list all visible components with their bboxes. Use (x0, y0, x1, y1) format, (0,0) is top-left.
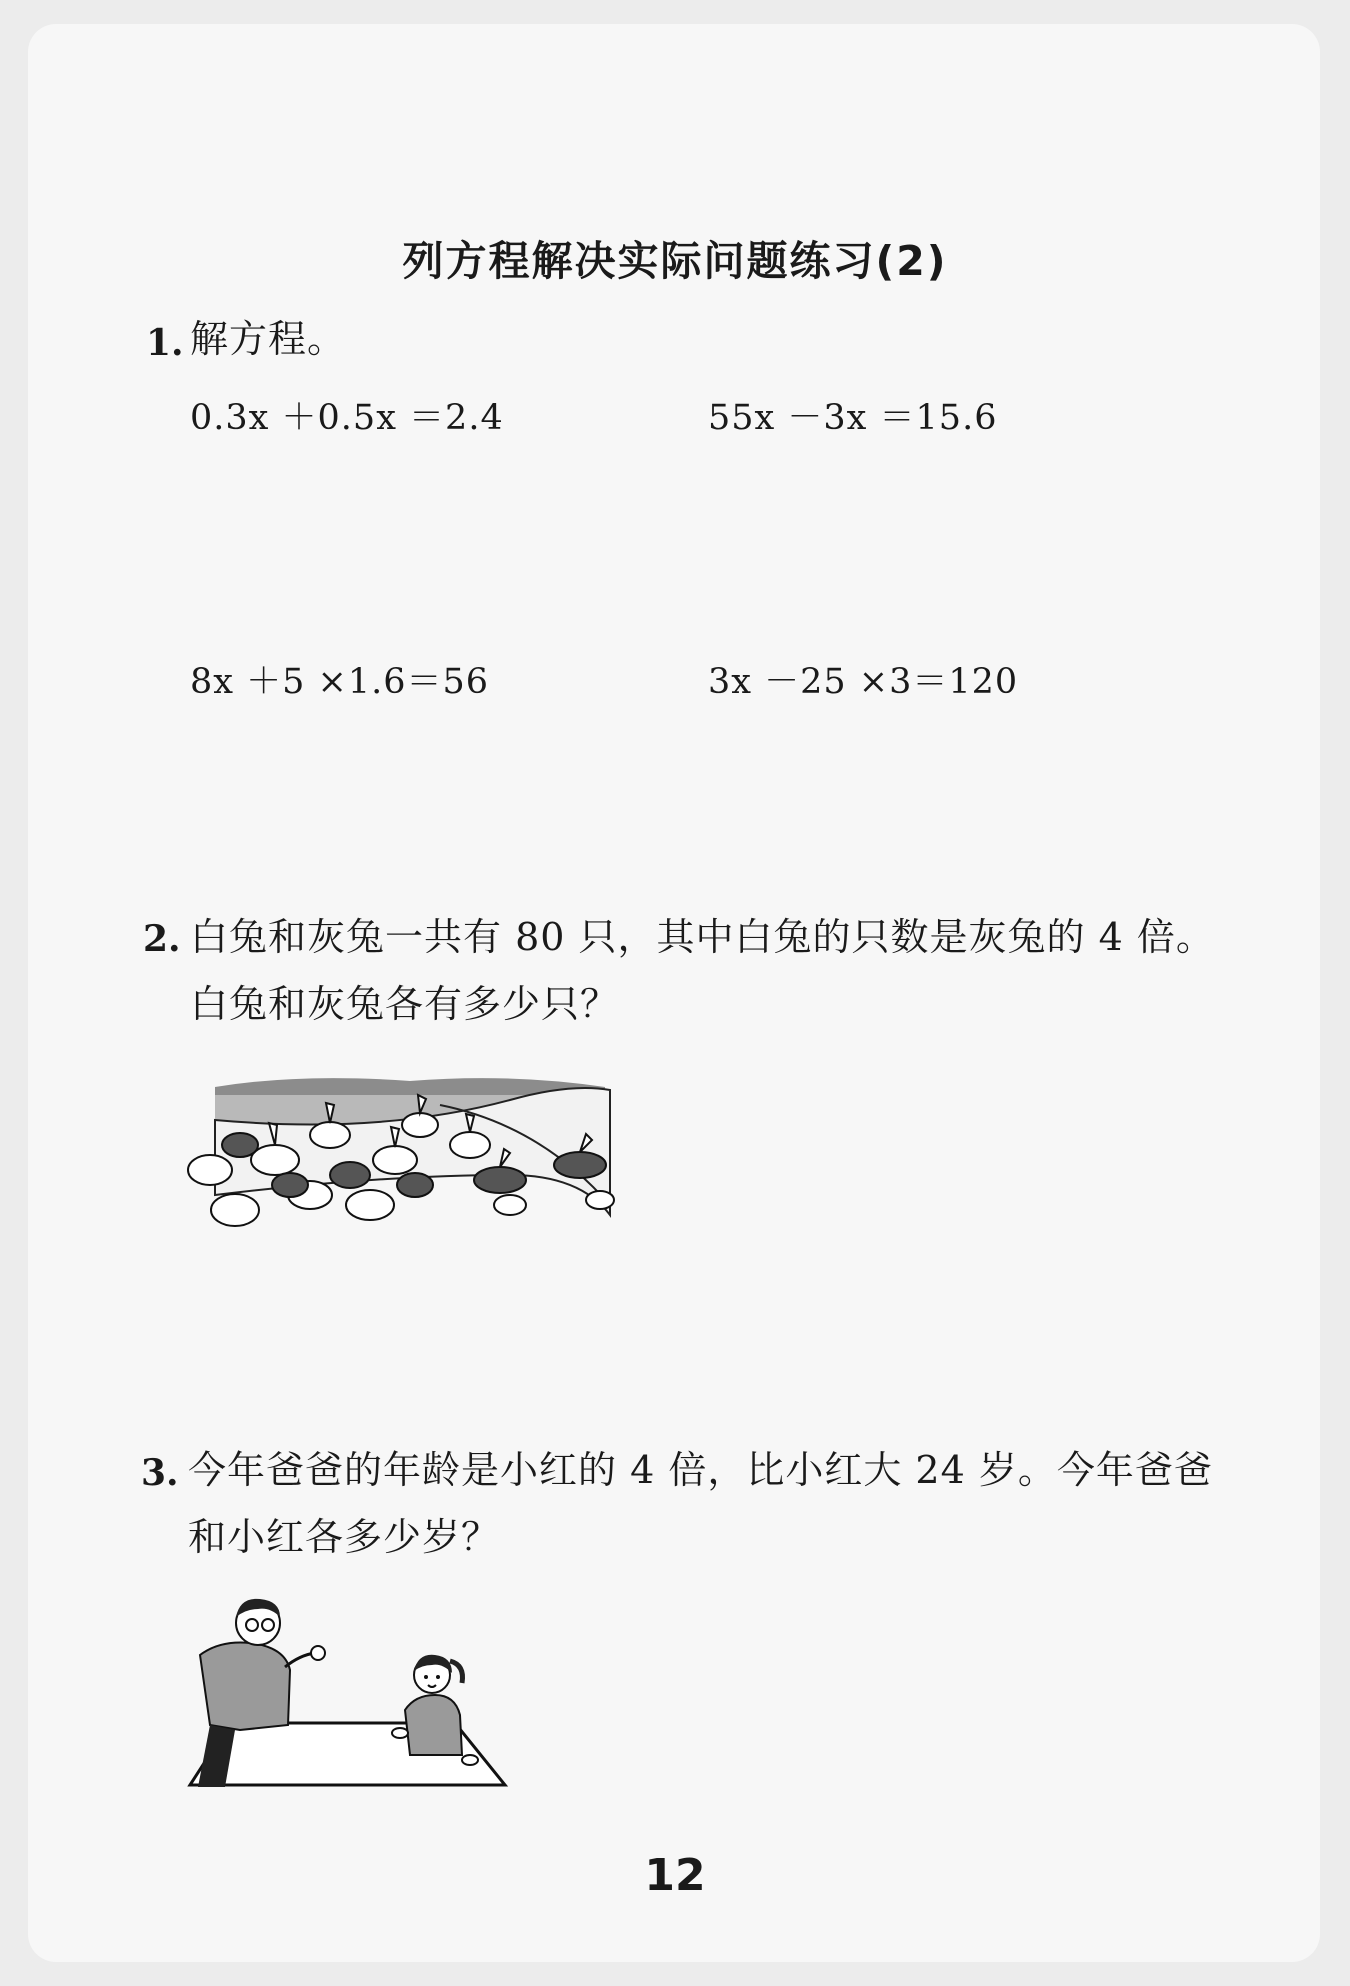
question-2-line1: 白兔和灰兔一共有 80 只，其中白兔的只数是灰兔的 4 倍。 (190, 915, 1215, 959)
equation-1: 0.3x ＋0.5x ＝2.4 (190, 398, 504, 438)
father-daughter-illustration (180, 1595, 520, 1795)
question-1-text: 解方程。 (190, 317, 347, 361)
equation-4: 3x －25 ×3＝120 (708, 662, 1019, 702)
equation-3: 8x ＋5 ×1.6＝56 (190, 662, 490, 702)
rabbits-illustration (180, 1065, 630, 1235)
question-2-number: 2. (143, 918, 181, 960)
question-1-number: 1. (146, 322, 184, 364)
page-title: 列方程解决实际问题练习(2) (402, 237, 948, 285)
page-number: 12 (644, 1850, 706, 1901)
question-3-line2: 和小红各多少岁？ (188, 1515, 501, 1559)
question-3-line1: 今年爸爸的年龄是小红的 4 倍，比小红大 24 岁。今年爸爸 (188, 1448, 1213, 1492)
question-2-line2: 白兔和灰兔各有多少只？ (190, 982, 620, 1026)
question-3-number: 3. (141, 1452, 179, 1494)
equation-2: 55x －3x ＝15.6 (708, 398, 998, 438)
